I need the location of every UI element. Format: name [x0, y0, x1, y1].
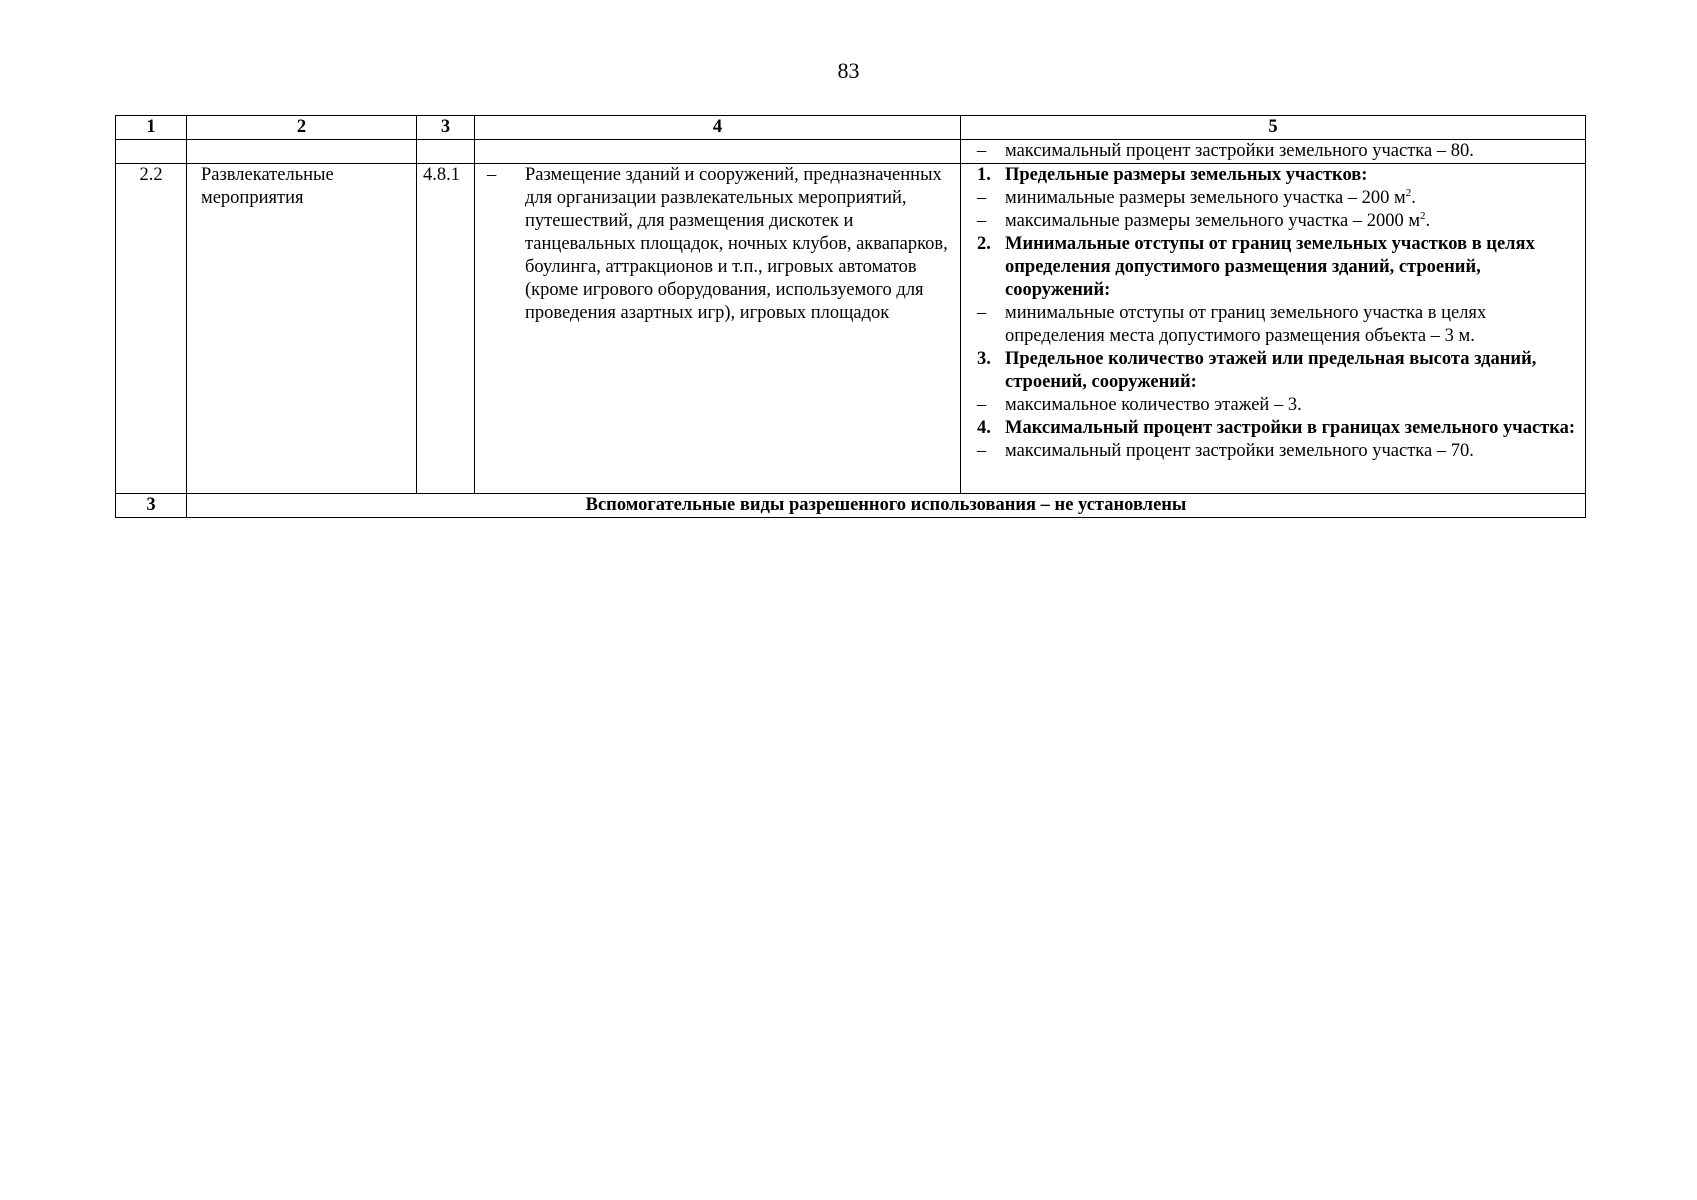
- max-coverage-80: максимальный процент застройки земельного участка – 80.: [1005, 141, 1474, 161]
- param-heading-1: [965, 164, 1581, 187]
- use-code: 4.8.1: [417, 164, 475, 494]
- param-title: Максимальный процент застройки в границах земельного участка:: [1005, 418, 1576, 438]
- max-coverage-70: максимальный процент застройки земельного участка – 70.: [1005, 441, 1474, 461]
- header-col-2: 2: [187, 116, 417, 140]
- param-title: Минимальные отступы от границ земельных участков в целях определения допустимого размещения зданий, строений, сооружений:: [1005, 234, 1535, 300]
- param-number: 2.: [977, 234, 991, 254]
- superscript: 2: [1420, 209, 1426, 222]
- list-item: [965, 440, 1581, 463]
- dash-marker: –: [977, 188, 987, 208]
- use-description: [475, 164, 961, 494]
- list-item: [965, 394, 1581, 417]
- table-row-2-2: [116, 164, 1586, 494]
- header-col-3: 3: [417, 116, 475, 140]
- dash-marker: –: [977, 141, 987, 161]
- continuation-row: [116, 140, 1586, 164]
- cont-cell-5: [961, 140, 1586, 164]
- max-plot-size: [1005, 210, 1581, 233]
- cont-cell-2: [187, 140, 417, 164]
- list-item: [965, 302, 1581, 348]
- param-heading-2: [965, 233, 1581, 302]
- dash-marker: –: [977, 441, 987, 461]
- cont-cell-1: [116, 140, 187, 164]
- param-heading-4: [965, 417, 1581, 440]
- punct: .: [1411, 188, 1416, 208]
- max-floors: максимальное количество этажей – 3.: [1005, 395, 1302, 415]
- dash-marker: –: [977, 303, 987, 323]
- cont-cell-4: [475, 140, 961, 164]
- row-number: 2.2: [116, 164, 187, 494]
- max-plot-size-text: максимальные размеры земельного участка – 2000 м: [1005, 211, 1421, 231]
- header-col-5: 5: [961, 116, 1586, 140]
- min-plot-size-text: минимальные размеры земельного участка – 200 м: [1005, 188, 1406, 208]
- table-row-3: [116, 494, 1586, 518]
- use-name: [187, 164, 417, 494]
- min-setback: минимальные отступы от границ земельного участка в целях определения места допустимого размещения объекта – 3 м.: [1005, 303, 1487, 346]
- punct: .: [1425, 211, 1431, 231]
- min-plot-size: [1005, 187, 1581, 210]
- param-title: Предельное количество этажей или предельная высота зданий, строений, сооружений:: [1005, 349, 1537, 392]
- cont-cell-3: [417, 140, 475, 164]
- regulations-table: [115, 115, 1586, 518]
- superscript: 2: [1405, 186, 1412, 199]
- param-number: 4.: [977, 418, 991, 438]
- use-name-text: Развлекательные мероприятия: [201, 165, 334, 208]
- description-text: Размещение зданий и сооружений, предназначенных для организации развлекательных мероприятий, путешествий, для размещения дискотек и танцевальных площадок, ночных клубов, аквапарков, боулинга, аттракционов и т.п., игровых автоматов (кроме игрового оборудования, используемого для проведения азартных игр), игровых площадок: [525, 165, 948, 323]
- list-item: [965, 210, 1581, 233]
- dash-marker: –: [977, 395, 987, 415]
- header-col-4: 4: [475, 116, 961, 140]
- page-number: 83: [837, 58, 860, 83]
- dash-marker: –: [977, 211, 987, 231]
- use-parameters: [961, 164, 1586, 494]
- row-number: 3: [116, 494, 187, 518]
- param-title: Предельные размеры земельных участков:: [1005, 165, 1368, 185]
- list-item: [475, 164, 956, 325]
- param-number: 1.: [977, 165, 991, 185]
- param-heading-3: [965, 348, 1581, 394]
- auxiliary-uses-note: Вспомогательные виды разрешенного использования – не установлены: [187, 494, 1586, 518]
- list-item: [965, 140, 1581, 163]
- header-col-1: 1: [116, 116, 187, 140]
- list-item: [965, 187, 1581, 210]
- param-number: 3.: [977, 349, 991, 369]
- header-row: [116, 116, 1586, 140]
- dash-marker: –: [487, 165, 497, 185]
